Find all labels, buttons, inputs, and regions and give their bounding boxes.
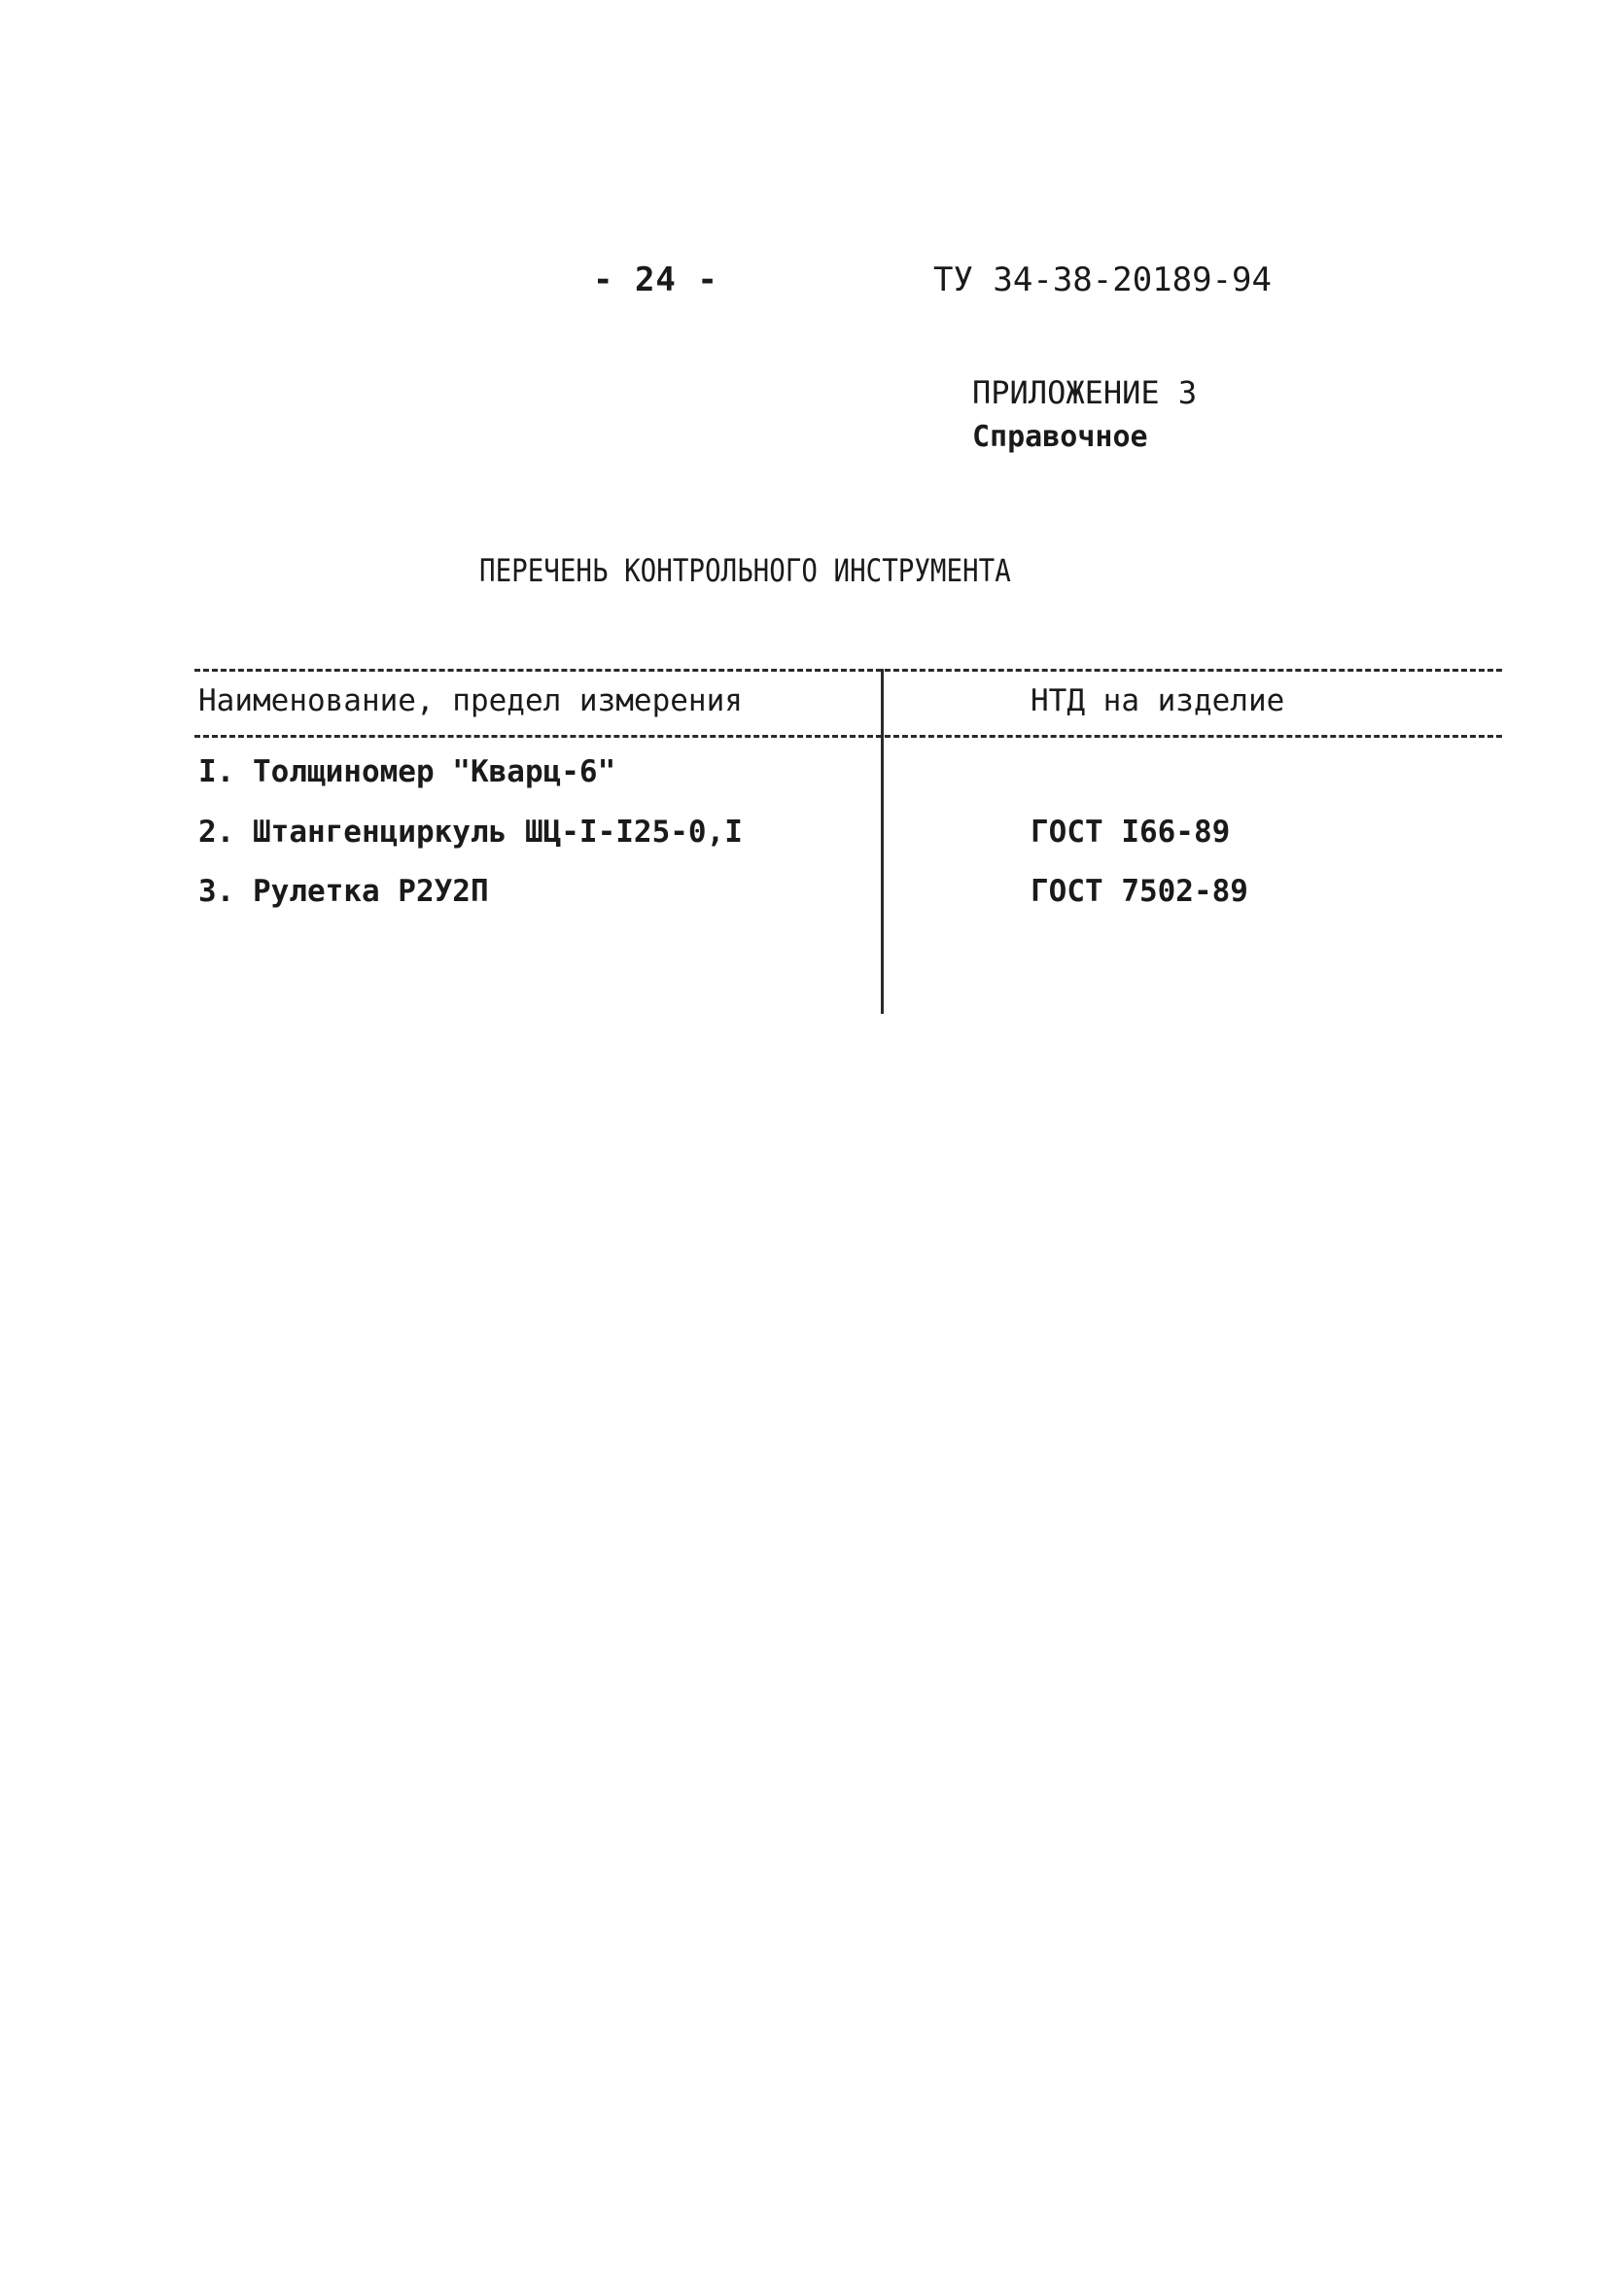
table-header-rule — [194, 735, 1502, 738]
table-row — [194, 754, 1502, 803]
appendix-title: ПРИЛОЖЕНИЕ 3 — [972, 374, 1198, 411]
table-top-rule — [194, 669, 1502, 672]
table-row — [194, 874, 1502, 922]
table-row — [194, 815, 1502, 863]
column-header-ntd: НТД на изделие — [1031, 683, 1285, 718]
row-ntd: ГОСТ 7502-89 — [1031, 874, 1248, 909]
row-name: I. Толщиномер "Кварц-6" — [198, 754, 616, 789]
document-code: ТУ 34-38-20189-94 — [933, 261, 1272, 299]
instrument-table — [194, 669, 1502, 1019]
row-name: 2. Штангенциркуль ШЦ-I-I25-0,I — [198, 815, 743, 850]
document-heading: ПЕРЕЧЕНЬ КОНТРОЛЬНОГО ИНСТРУМЕНТА — [479, 552, 1011, 589]
row-name: 3. Рулетка Р2У2П — [198, 874, 489, 909]
appendix-type: Справочное — [972, 420, 1148, 454]
row-ntd: ГОСТ I66-89 — [1031, 815, 1231, 850]
column-header-name: Наименование, предел измерения — [198, 683, 743, 718]
page-number: - 24 - — [593, 261, 718, 299]
